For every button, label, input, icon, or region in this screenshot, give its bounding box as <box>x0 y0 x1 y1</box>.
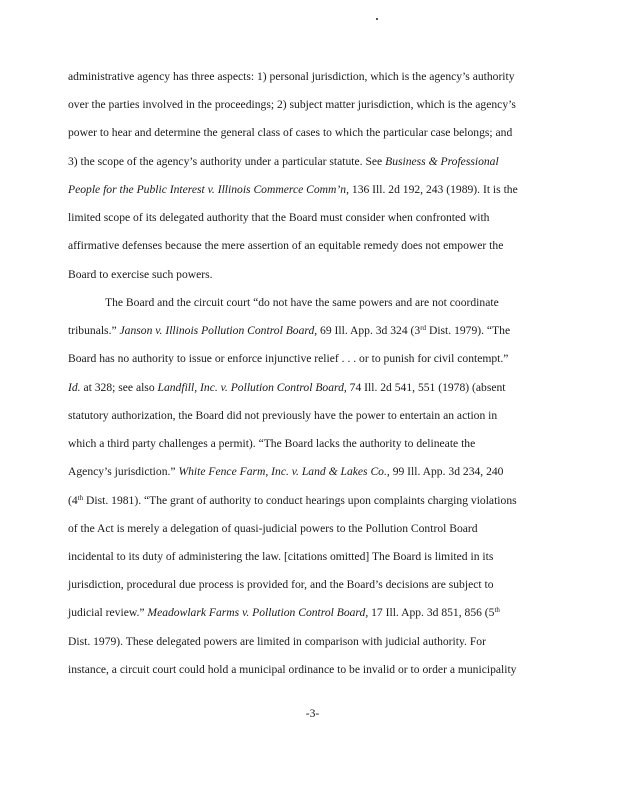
text-run: instance, a circuit court could hold a municipal ordinance to be invalid or to order a municipality <box>68 663 517 676</box>
text-run: , 99 Ill. App. 3d 234, 240 <box>386 465 504 478</box>
text-run: affirmative defenses because the mere assertion of an equitable remedy does not empower the <box>68 239 504 252</box>
text-line <box>68 550 493 564</box>
text-run: , 17 Ill. App. 3d 851, 856 (5 <box>365 606 495 619</box>
text-line <box>68 409 497 423</box>
text-run: , 74 Ill. 2d 541, 551 (1978) (absent <box>343 381 506 394</box>
text-line <box>68 239 503 253</box>
case-citation: White Fence Farm, Inc. v. Land & Lakes Co. <box>178 465 387 478</box>
text-line <box>68 578 494 592</box>
paragraph-first-line <box>105 296 499 310</box>
text-run: power to hear and determine the general class of cases to which the particular case belongs; and <box>68 126 513 139</box>
scan-speck <box>376 18 378 20</box>
text-run: The Board and the circuit court “do not have the same powers and are not coordinate <box>105 296 499 309</box>
text-run: Board has no authority to issue or enforce injunctive relief . . . or to punish for civil contempt.” <box>68 352 509 365</box>
text-line <box>68 381 506 395</box>
text-line <box>68 70 515 84</box>
text-run: , 136 Ill. 2d 192, 243 (1989). It is the <box>346 183 518 196</box>
text-run: Dist. 1981). “The grant of authority to conduct hearings upon complaints charging violations <box>83 494 517 507</box>
text-line <box>68 437 475 451</box>
text-line <box>68 155 499 169</box>
text-run: statutory authorization, the Board did not previously have the power to entertain an action in <box>68 409 498 422</box>
text-run: judicial review.” <box>68 606 148 619</box>
ordinal-suffix: rd <box>420 324 427 332</box>
text-line <box>68 465 503 479</box>
text-line <box>68 211 489 225</box>
case-citation: Landfill, Inc. v. Pollution Control Board <box>157 381 344 394</box>
case-citation: Id. <box>68 381 81 394</box>
text-run: 3) the scope of the agency’s authority under a particular statute. See <box>68 155 386 168</box>
text-run: Dist. 1979). These delegated powers are limited in comparison with judicial authority. For <box>68 635 486 648</box>
page-number: -3- <box>305 707 320 720</box>
text-run: over the parties involved in the proceedings; 2) subject matter jurisdiction, which is the agency’s <box>68 98 516 111</box>
text-line <box>68 352 508 366</box>
text-line <box>68 126 512 140</box>
text-run: jurisdiction, procedural due process is provided for, and the Board’s decisions are subject to <box>68 578 494 591</box>
text-run: Board to exercise such powers. <box>68 268 213 281</box>
text-run: of the Act is merely a delegation of quasi-judicial powers to the Pollution Control Board <box>68 522 478 535</box>
text-run: which a third party challenges a permit). “The Board lacks the authority to delineate the <box>68 437 476 450</box>
text-run: , 69 Ill. App. 3d 324 (3 <box>314 324 421 337</box>
text-run: tribunals.” <box>68 324 120 337</box>
text-run: incidental to its duty of administering the law. [citations omitted] The Board is limited in its <box>68 550 494 563</box>
ordinal-suffix: th <box>77 494 84 502</box>
text-line <box>68 663 516 677</box>
case-citation: People for the Public Interest v. Illinois Commerce Comm’n <box>68 183 347 196</box>
text-line <box>68 183 518 197</box>
ordinal-suffix: th <box>494 606 500 614</box>
text-line <box>68 494 517 508</box>
text-line <box>68 635 486 649</box>
text-line <box>68 522 478 536</box>
text-run: (4 <box>68 494 78 507</box>
text-run: Dist. 1979). “The <box>426 324 511 337</box>
case-citation: Janson v. Illinois Pollution Control Board <box>119 324 315 337</box>
text-run: limited scope of its delegated authority that the Board must consider when confronted with <box>68 211 490 224</box>
text-line <box>68 268 213 282</box>
text-run: at 328; see also <box>80 381 158 394</box>
text-line <box>68 324 510 338</box>
text-run: Agency’s jurisdiction.” <box>68 465 179 478</box>
text-run: administrative agency has three aspects: 1) personal jurisdiction, which is the agency’s authority <box>68 70 515 83</box>
text-line <box>68 98 516 112</box>
case-citation: Business & Professional <box>385 155 499 168</box>
case-citation: Meadowlark Farms v. Pollution Control Board <box>147 606 366 619</box>
text-line <box>68 606 500 620</box>
